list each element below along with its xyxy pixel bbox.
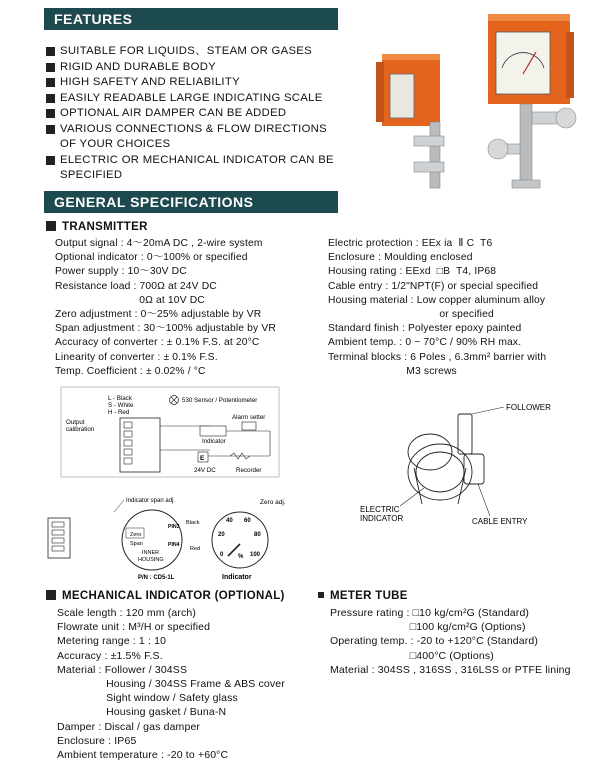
- feature-item: [46, 122, 366, 138]
- earth-label: E: [200, 455, 205, 462]
- transmitter-spec-line: Power supply : 10～30V DC: [55, 266, 187, 278]
- dial-scale-80: 80: [254, 532, 261, 538]
- feature-text: OF YOUR CHOICES: [60, 138, 171, 150]
- mechanical-spec-line: Metering range : 1 : 10: [57, 635, 167, 648]
- output-calibration-label-2: calibration: [66, 426, 95, 433]
- features-list: [46, 44, 366, 184]
- mechanical-spec-line: Material : Follower / 304SS: [57, 663, 188, 676]
- bullet-square-icon: [46, 109, 55, 118]
- meter-tube-specs: [330, 606, 571, 677]
- feature-text: VARIOUS CONNECTIONS & FLOW DIRECTIONS: [60, 122, 327, 135]
- transmitter-title: TRANSMITTER: [62, 221, 148, 233]
- alarm-setter-label: Alarm setter: [232, 414, 266, 421]
- feature-item: [46, 153, 366, 169]
- transmitter-left-specs: [55, 237, 276, 379]
- indicator-box-icon: [200, 426, 226, 436]
- transmitter-spec-line: or specified: [328, 308, 494, 320]
- recorder-label: Recorder: [236, 467, 262, 474]
- transmitter-spec-line: Housing material : Low copper aluminum alloy: [328, 294, 546, 306]
- feature-item: [46, 91, 366, 107]
- bullet-square-icon: [46, 125, 55, 134]
- transmitter-spec-line: Standard finish : Polyester epoxy painted: [328, 323, 522, 335]
- mechanical-indicator-title: MECHANICAL INDICATOR (OPTIONAL): [62, 590, 285, 602]
- transmitter-heading: [46, 221, 148, 233]
- cable-entry-label: CABLE ENTRY: [472, 517, 528, 526]
- feature-item: [46, 44, 366, 60]
- feature-text: RIGID AND DURABLE BODY: [60, 60, 217, 73]
- mechanical-spec-line: Damper : Discal / gas damper: [57, 720, 201, 733]
- feature-item: [46, 106, 366, 122]
- general-specifications-title: GENERAL SPECIFICATIONS: [54, 194, 254, 210]
- mechanical-indicator-specs: [57, 606, 285, 762]
- dial-percent: %: [238, 554, 244, 560]
- part-number-label: P/N : CD5-1L: [138, 575, 175, 581]
- red-wire-label: Red: [190, 546, 201, 552]
- mechanical-spec-line: Enclosure : IP65: [57, 734, 137, 747]
- pin4-label: PIN4: [168, 542, 180, 548]
- wire-black-label: L - Black: [108, 395, 132, 402]
- mechanical-spec-line: Sight window / Safety glass: [57, 692, 238, 705]
- features-header: [44, 8, 338, 30]
- meter-tube-spec-line: □400°C (Options): [330, 649, 494, 662]
- bullet-square-icon: [46, 221, 56, 231]
- transmitter-spec-line: Electric protection : EEx ia Ⅱ C T6: [328, 238, 493, 249]
- bullet-square-icon: [46, 63, 55, 72]
- meter-tube-spec-line: □100 kg/cm²G (Options): [330, 621, 526, 634]
- follower-label: FOLLOWER: [506, 403, 551, 412]
- feature-text: ELECTRIC OR MECHANICAL INDICATOR CAN BE: [60, 153, 334, 166]
- zero-label: Zero: [130, 532, 142, 538]
- bullet-square-icon: [46, 94, 55, 103]
- dial-scale-0: 0: [220, 552, 224, 558]
- housing-label: HOUSING: [138, 557, 164, 563]
- feature-item: [46, 168, 366, 184]
- flowmeter-image-right: [488, 14, 576, 188]
- span-label: Span: [130, 541, 143, 547]
- transmitter-spec-line: Span adjustment : 30～100% adjustable by VR: [55, 323, 276, 335]
- features-title: FEATURES: [54, 11, 133, 27]
- dial-scale-100: 100: [250, 552, 261, 558]
- transmitter-spec-line: Zero adjustment : 0～25% adjustable by VR: [55, 308, 262, 320]
- meter-tube-heading: [318, 590, 408, 602]
- transmitter-spec-line: Resistance load : 700Ω at 24V DC: [55, 280, 217, 292]
- bullet-square-icon: [318, 592, 324, 598]
- transmitter-spec-line: Cable entry : 1/2"NPT(F) or special specified: [328, 280, 539, 292]
- zero-adj-label: Zero adj.: [260, 499, 286, 506]
- transmitter-right-specs: [328, 237, 546, 379]
- wire-red-label: H - Red: [108, 409, 130, 416]
- pin3-label: PIN3: [168, 524, 180, 530]
- transmitter-spec-line: Ambient temp. : 0 ~ 70°C / 90% RH max.: [328, 337, 522, 349]
- indicator-caption: Indicator: [222, 574, 252, 581]
- general-specifications-header: [44, 191, 338, 213]
- mechanical-spec-line: Housing gasket / Buna-N: [57, 706, 227, 719]
- indicator-span-adj-label: Indicator span adj.: [126, 498, 176, 504]
- black-wire-label: Black: [186, 520, 200, 526]
- bullet-square-icon: [46, 156, 55, 165]
- feature-item: [46, 75, 366, 91]
- wiring-diagram: [60, 386, 280, 478]
- flowmeter-image-left: [376, 54, 444, 188]
- mechanical-spec-line: Accuracy : ±1.5% F.S.: [57, 649, 163, 662]
- feature-text: EASILY READABLE LARGE INDICATING SCALE: [60, 91, 323, 104]
- bullet-square-icon: [46, 47, 55, 56]
- wire-white-label: S - White: [108, 402, 134, 409]
- transmitter-spec-line: M3 screws: [328, 365, 457, 377]
- transmitter-spec-line: Optional indicator : 0～100% or specified: [55, 252, 248, 264]
- meter-tube-title: METER TUBE: [330, 590, 408, 602]
- feature-text: HIGH SAFETY AND RELIABILITY: [60, 76, 240, 88]
- power-label: 24V DC: [194, 467, 216, 474]
- terminal-strip-drawing: [48, 518, 70, 558]
- output-calibration-label-1: Output: [66, 419, 85, 426]
- follower-diagram: [360, 392, 580, 532]
- bullet-square-icon: [46, 78, 55, 87]
- mechanical-indicator-diagram: [40, 494, 290, 584]
- electric-indicator-label-1: ELECTRIC: [360, 505, 400, 514]
- transmitter-spec-line: Housing rating : EExd □B T4, IP68: [328, 266, 497, 278]
- transmitter-spec-line: Terminal blocks : 6 Poles , 6.3mm² barrier with: [328, 351, 547, 363]
- inner-label: INNER: [142, 550, 160, 556]
- meter-tube-spec-line: Material : 304SS , 316SS , 316LSS or PTFE lining: [330, 663, 571, 676]
- mechanical-spec-line: Housing / 304SS Frame & ABS cover: [57, 677, 285, 690]
- electric-indicator-label-2: INDICATOR: [360, 514, 404, 523]
- sensor-label: 530 Sensor / Potentiometer: [182, 397, 258, 404]
- feature-text: SUITABLE FOR LIQUIDS、STEAM OR GASES: [60, 45, 312, 57]
- follower-drawing: [408, 414, 484, 504]
- feature-text: OPTIONAL AIR DAMPER CAN BE ADDED: [60, 107, 287, 119]
- transmitter-spec-line: Temp. Coefficient : ± 0.02% / °C: [55, 365, 206, 377]
- dial-scale-20: 20: [218, 532, 225, 538]
- product-photo: [370, 12, 590, 192]
- mechanical-spec-line: Flowrate unit : M³/H or specified: [57, 621, 211, 634]
- transmitter-spec-line: 0Ω at 10V DC: [55, 294, 205, 306]
- feature-item: [46, 60, 366, 76]
- transmitter-spec-line: Enclosure : Moulding enclosed: [328, 252, 473, 264]
- bullet-square-icon: [46, 590, 56, 600]
- transmitter-spec-line: Linearity of converter : ± 0.1% F.S.: [55, 351, 218, 363]
- meter-tube-spec-line: Operating temp. : -20 to +120°C (Standard): [330, 635, 539, 648]
- feature-item: [46, 137, 366, 153]
- transmitter-spec-line: Accuracy of converter : ± 0.1% F.S. at 20°C: [55, 337, 260, 349]
- meter-tube-spec-line: Pressure rating : □10 kg/cm²G (Standard): [330, 607, 530, 619]
- mechanical-indicator-heading: [46, 590, 285, 602]
- dial-scale-60: 60: [244, 518, 251, 524]
- transmitter-spec-line: Output signal : 4～20mA DC , 2-wire system: [55, 238, 263, 249]
- mechanical-spec-line: Ambient temperature : -20 to +60°C: [57, 748, 229, 761]
- mechanical-spec-line: Scale length : 120 mm (arch): [57, 607, 197, 619]
- indicator-diagram-label: Indicator: [202, 438, 226, 445]
- dial-scale-40: 40: [226, 518, 233, 524]
- feature-text: SPECIFIED: [60, 169, 123, 181]
